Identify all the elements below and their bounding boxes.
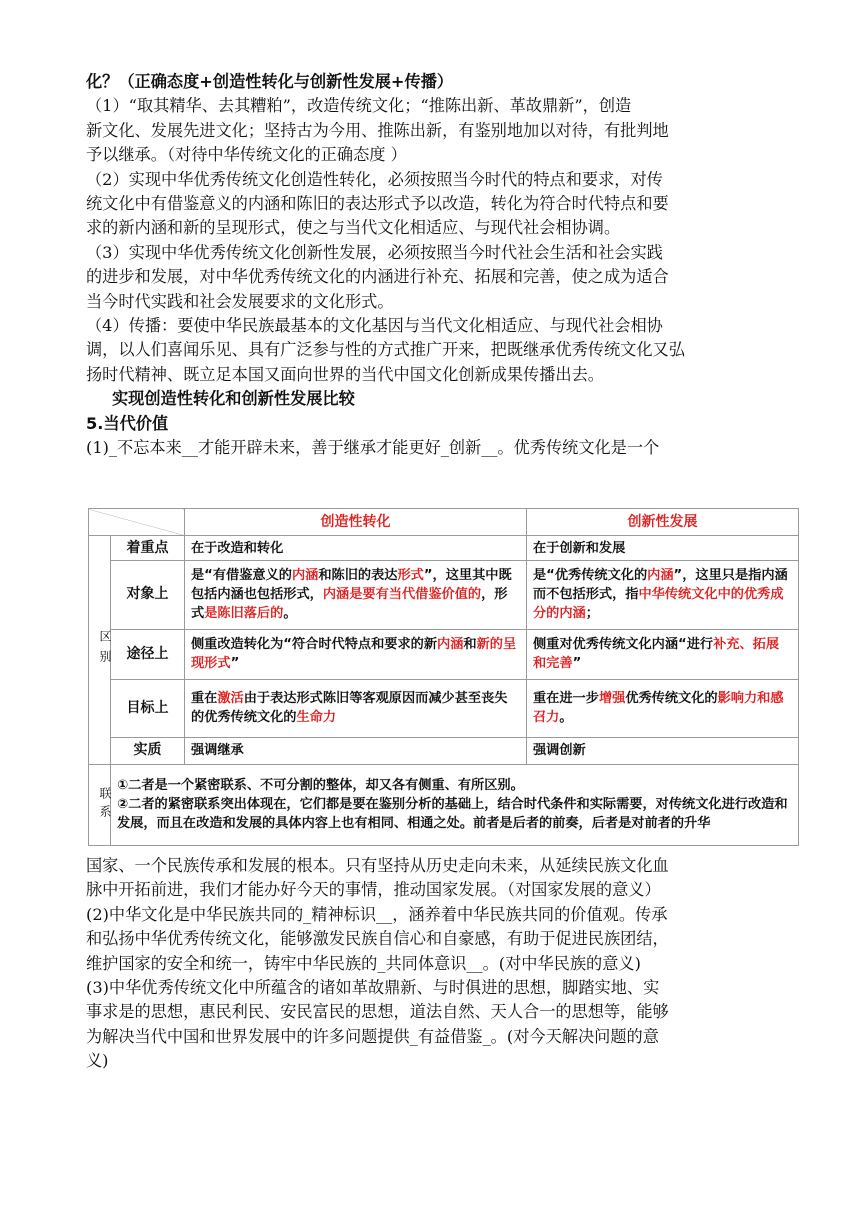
group-label-text: 联系 (98, 786, 112, 823)
paragraph-line: 的进步和发展，对中华优秀传统文化的内涵进行补充、拓展和完善，使之成为适合 (86, 267, 669, 287)
text-run: 和陈旧的表达 (318, 568, 398, 584)
highlight-run: 生命力 (296, 710, 337, 726)
text-run: 。 (559, 710, 573, 726)
highlight-run: 形式 (397, 568, 424, 584)
comparison-table-image (88, 508, 800, 848)
text-run: 侧重对优秀传统文化内涵“进行 (533, 637, 714, 653)
table-row (89, 536, 799, 561)
cell-goal-b (527, 679, 799, 737)
comparison-table (88, 508, 799, 846)
paragraph-line: (1)_不忘本来__才能开辟未来，善于继承才能更好_创新__。优秀传统文化是一个 (86, 438, 660, 458)
text-run: 是“有借鉴意义的 (191, 568, 292, 584)
highlight-run: 中华传统文化中的优秀成分的内涵 (533, 587, 784, 622)
cell-object-b (527, 560, 799, 629)
row-label: 目标上 (111, 679, 185, 737)
document-body-continued (86, 854, 798, 1074)
diagonal-header-cell (89, 509, 185, 536)
paragraph-line: （4）传播：要使中华民族最基本的文化基因与当代文化相适应、与现代社会相协 (86, 316, 663, 336)
paragraph-line: 求的新内涵和新的呈现形式，使之与当代文化相适应、与现代社会相协调。 (86, 218, 621, 238)
section-title: 5.当代价值 (86, 413, 169, 433)
paragraph-line: 脉中开拓前进，我们才能办好今天的事情，推动国家发展。（对国家发展的意义） (86, 880, 661, 900)
link-point-2: ②二者的紧密联系突出体现在，它们都是要在鉴别分析的基础上，结合时代条件和实际需要，对传统文化进行改造和发展，而且在改造和发展的具体内容上也有相同、相通之处。前者是后者的前奏，后者是对前者的升华 (117, 797, 788, 832)
text-run: ”，这里只是指内涵而不包括形式，指 (533, 568, 788, 603)
cell-link (111, 764, 799, 845)
paragraph-line: 统文化中有借鉴意义的内涵和陈旧的表达形式予以改造，转化为符合时代特点和要 (86, 194, 669, 214)
cell-object-a (185, 560, 527, 629)
text-run: ，形式 (191, 587, 508, 622)
cell-goal-a (185, 679, 527, 737)
paragraph-line: (3)中华优秀传统文化中所蕴含的诸如革故鼎新、与时俱进的思想，脚踏实地、实 (86, 978, 660, 998)
compare-title: 实现创造性转化和创新性发展比较 (112, 389, 355, 409)
header-creative-transformation: 创造性转化 (185, 509, 527, 536)
text-run: 侧重改造转化为“符合时代特点和要求的新 (191, 637, 438, 653)
group-label-link (89, 764, 111, 845)
text-run: 重在 (191, 691, 218, 707)
text-run: 和 (463, 637, 477, 653)
text-run: 重在进一步 (533, 691, 599, 707)
highlight-run: 内涵 (647, 568, 674, 584)
paragraph-line: （3）实现中华优秀传统文化创新性发展，必须按照当今时代社会生活和社会实践 (86, 242, 663, 262)
table-row-link (89, 764, 799, 845)
text-run: 是“优秀传统文化的 (533, 568, 648, 584)
highlight-run: 内涵是要有当代借鉴价值的 (322, 587, 482, 603)
highlight-run: 补充、拓展和完善 (533, 637, 780, 672)
table-row (89, 737, 799, 764)
paragraph-line: 扬时代精神、既立足本国又面向世界的当代中国文化创新成果传播出去。 (86, 364, 604, 384)
highlight-run: 内涵 (437, 637, 464, 653)
table-row (89, 629, 799, 679)
row-label: 着重点 (111, 536, 185, 561)
paragraph-line: 为解决当代中国和世界发展中的许多问题提供_有益借鉴_。(对今天解决问题的意 (86, 1026, 659, 1046)
paragraph-line: (2)中华文化是中华民族共同的_精神标识__，涵养着中华民族共同的价值观。传承 (86, 904, 668, 924)
cell-essence-b: 强调创新 (527, 737, 799, 764)
paragraph-line: 和弘扬中华优秀传统文化，能够激发民族自信心和自豪感，有助于促进民族团结， (86, 929, 669, 949)
paragraph-line: 义) (86, 1051, 109, 1071)
highlight-run: 影响力和感召力 (533, 691, 784, 726)
paragraph-line: 当今时代实践和社会发展要求的文化形式。 (86, 291, 394, 311)
paragraph-line: 国家、一个民族传承和发展的根本。只有坚持从历史走向未来，从延续民族文化血 (86, 856, 669, 875)
paragraph-line: （2）实现中华优秀传统文化创造性转化，必须按照当今时代的特点和要求，对传 (86, 169, 663, 189)
text-run: ； (585, 606, 599, 622)
text-run: ” (230, 656, 240, 672)
highlight-run: 激活 (217, 691, 244, 707)
group-label-text: 区别 (98, 629, 112, 670)
paragraph-line: 调，以人们喜闻乐见、具有广泛参与性的方式推广开来，把既继承优秀传统文化又弘 (86, 340, 685, 360)
question-heading: 化？（正确态度+创造性转化与创新性发展+传播） (86, 72, 454, 91)
cell-focus-a: 在于改造和转化 (185, 536, 527, 561)
paragraph-line: 新文化、发展先进文化；坚持古为今用、推陈出新，有鉴别地加以对待，有批判地 (86, 120, 669, 140)
highlight-run: 内涵 (291, 568, 319, 584)
cell-focus-b: 在于创新和发展 (527, 536, 799, 561)
table-header-row (89, 509, 799, 536)
link-point-1: ①二者是一个紧密联系、不可分割的整体，却又各有侧重、有所区别。 (117, 778, 524, 794)
paragraph-line: 事求是的思想，惠民利民、安民富民的思想，道法自然、天人合一的思想等，能够 (86, 1002, 669, 1022)
cell-way-a (185, 629, 527, 679)
highlight-run: 新的呈现形式 (191, 637, 517, 672)
row-label: 途径上 (111, 629, 185, 679)
text-run: ” (572, 656, 582, 672)
row-label: 实质 (111, 737, 185, 764)
group-label-difference (89, 536, 111, 765)
row-label: 对象上 (111, 560, 185, 629)
table-row (89, 560, 799, 629)
text-run: 由于表达形式陈旧等客观原因而减少甚至丧失的优秀传统文化的 (191, 691, 508, 726)
text-run: 优秀传统文化的 (625, 691, 718, 707)
highlight-run: 是陈旧落后的 (204, 606, 284, 622)
header-innovative-development: 创新性发展 (527, 509, 799, 536)
highlight-run: 增强 (598, 691, 626, 707)
table-row (89, 679, 799, 737)
cell-way-b (527, 629, 799, 679)
paragraph-line: （1）“取其精华、去其糟粕”，改造传统文化；“推陈出新、革故鼎新”，创造 (86, 96, 632, 116)
cell-essence-a: 强调继承 (185, 737, 527, 764)
document-body (86, 70, 798, 461)
text-run: 。 (283, 606, 297, 622)
text-run: ”，这里其中既包括内涵也包括形式， (191, 568, 512, 603)
paragraph-line: 维护国家的安全和统一，铸牢中华民族的_共同体意识__。(对中华民族的意义) (86, 953, 641, 973)
paragraph-line: 予以继承。（对待中华传统文化的正确态度 ） (86, 145, 407, 165)
